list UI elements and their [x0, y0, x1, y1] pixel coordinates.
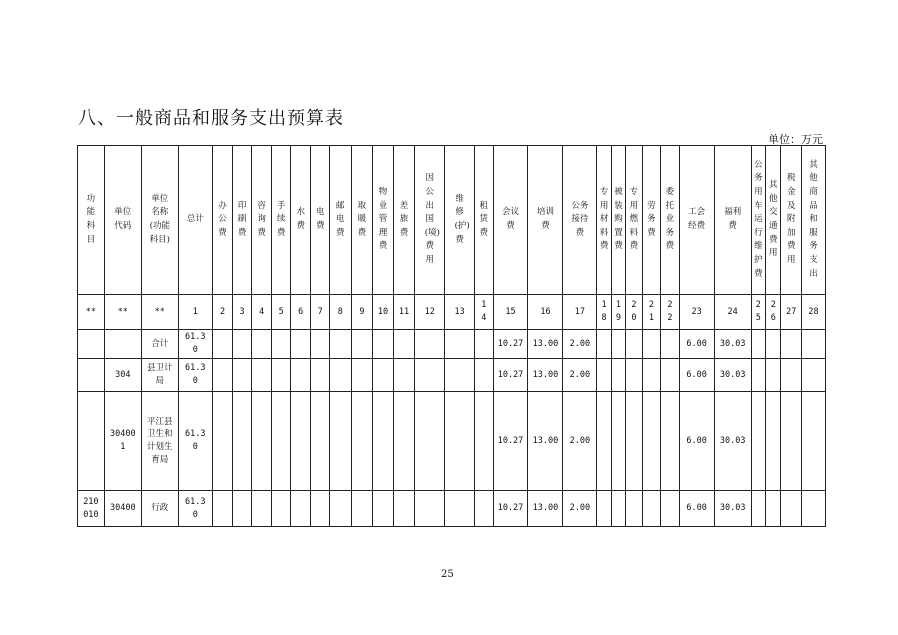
table-cell [563, 330, 597, 359]
table-cell [445, 359, 475, 392]
header-label: 因公出国(境)费用 [424, 173, 440, 265]
cell-value: 7 [317, 306, 323, 317]
table-cell [104, 330, 141, 359]
table-cell [751, 392, 765, 491]
table-cell [493, 330, 528, 359]
cell-value: 13 [454, 306, 465, 317]
table-cell [178, 359, 212, 392]
table-cell [642, 491, 661, 527]
table-cell [311, 392, 330, 491]
table-cell [493, 359, 528, 392]
header-cell [272, 146, 291, 295]
cell-value: 30.03 [719, 369, 746, 380]
cell-value: 23 [691, 306, 702, 317]
header-cell [393, 146, 415, 295]
table-cell [563, 295, 597, 330]
table-cell [251, 330, 272, 359]
index-row [78, 295, 826, 330]
table-cell [233, 392, 252, 491]
header-cell [611, 146, 625, 295]
table-cell [679, 392, 714, 491]
header-label: 印刷费 [237, 200, 247, 238]
header-cell [78, 146, 105, 295]
header-cell [679, 146, 714, 295]
cell-value: 2.00 [569, 369, 591, 380]
table-cell [802, 330, 826, 359]
table-cell [445, 330, 475, 359]
table-cell [78, 491, 105, 527]
header-cell [373, 146, 394, 295]
cell-value: 2.00 [569, 503, 591, 514]
table-cell [714, 491, 751, 527]
table-cell [445, 491, 475, 527]
table-cell [233, 491, 252, 527]
table-cell [415, 491, 445, 527]
table-cell [290, 330, 311, 359]
table-cell [393, 359, 415, 392]
table-cell [611, 359, 625, 392]
table-cell [251, 392, 272, 491]
header-label: 邮电费 [336, 200, 345, 238]
header-label: 被装购置费 [614, 187, 623, 252]
table-cell [178, 330, 212, 359]
table-cell [661, 330, 680, 359]
header-cell [351, 146, 373, 295]
cell-value: 22 [667, 300, 673, 323]
cell-value: 4 [259, 306, 265, 317]
table-cell [679, 330, 714, 359]
table-cell [141, 295, 178, 330]
header-label: 福利费 [724, 207, 742, 231]
table-cell [626, 330, 642, 359]
header-label: 功能科目 [86, 193, 96, 245]
header-cell [330, 146, 352, 295]
table-cell [351, 491, 373, 527]
table-cell [528, 359, 563, 392]
cell-value: 27 [786, 306, 797, 317]
cell-value: 304001 [109, 429, 136, 452]
table-cell [415, 392, 445, 491]
cell-value: 12 [424, 306, 435, 317]
cell-value: 17 [574, 306, 586, 317]
table-cell [330, 491, 352, 527]
header-label: 单位代码 [114, 207, 132, 231]
cell-value: 2.00 [569, 338, 591, 349]
header-label: 培训费 [536, 207, 554, 231]
cell-value: 30.03 [719, 503, 746, 514]
cell-value: 2 [219, 306, 226, 317]
table-row [78, 359, 826, 392]
table-cell [493, 295, 528, 330]
table-cell [373, 392, 394, 491]
table-cell [528, 330, 563, 359]
table-cell [661, 295, 680, 330]
table-cell [393, 392, 415, 491]
table-cell [597, 295, 611, 330]
header-cell [141, 146, 178, 295]
header-cell [104, 146, 141, 295]
cell-value: 16 [540, 306, 551, 317]
cell-value: 24 [727, 306, 738, 317]
header-cell [766, 146, 781, 295]
cell-value: 10.27 [497, 369, 524, 380]
header-label: 租赁费 [479, 200, 488, 238]
table-cell [351, 392, 373, 491]
header-label: 总计 [186, 214, 204, 225]
table-cell [290, 491, 311, 527]
unit-label: 单位：万元 [768, 133, 823, 146]
header-label: 取暖费 [357, 200, 367, 238]
cell-value: 20 [631, 300, 637, 323]
table-cell [626, 392, 642, 491]
header-cell [751, 146, 765, 295]
table-cell [272, 330, 291, 359]
cell-value: 26 [770, 300, 776, 323]
table-cell [642, 359, 661, 392]
table-cell [597, 392, 611, 491]
page-number: 25 [441, 569, 454, 580]
table-cell [611, 491, 625, 527]
header-cell [415, 146, 445, 295]
table-cell [493, 491, 528, 527]
table-cell [475, 491, 494, 527]
header-label: 单位名称(功能科目) [149, 193, 170, 245]
table-row [78, 491, 826, 527]
header-cell [475, 146, 494, 295]
header-label: 委托业务费 [665, 187, 675, 252]
table-cell [802, 491, 826, 527]
cell-value: ** [117, 306, 128, 317]
header-cell [802, 146, 826, 295]
table-cell [493, 392, 528, 491]
table-cell [251, 295, 272, 330]
header-label: 专用材料费 [599, 187, 609, 252]
table-cell [445, 392, 475, 491]
table-cell [751, 359, 765, 392]
header-label: 手续费 [276, 200, 286, 238]
cell-value: 3 [239, 306, 245, 317]
table-cell [233, 295, 252, 330]
header-label: 其他商品和服务支出 [809, 159, 818, 279]
header-cell [178, 146, 212, 295]
table-cell [178, 392, 212, 491]
table-cell [141, 491, 178, 527]
table-cell [642, 295, 661, 330]
header-label: 办公费 [218, 200, 227, 238]
table-cell [251, 359, 272, 392]
table-cell [141, 359, 178, 392]
table-cell [212, 359, 233, 392]
header-label: 劳务费 [647, 200, 656, 238]
table-cell [104, 359, 141, 392]
cell-value: 13.00 [532, 435, 559, 446]
table-cell [290, 392, 311, 491]
table-cell [178, 491, 212, 527]
cell-value: 合计 [151, 338, 169, 349]
table-cell [597, 491, 611, 527]
table-cell [311, 359, 330, 392]
table-cell [751, 330, 765, 359]
table-cell [311, 295, 330, 330]
budget-table [77, 145, 826, 527]
cell-value: 9 [359, 306, 365, 317]
table-cell [104, 392, 141, 491]
table-row [78, 330, 826, 359]
header-cell [642, 146, 661, 295]
header-label: 公务接待费 [571, 200, 589, 238]
table-cell [445, 295, 475, 330]
table-cell [415, 359, 445, 392]
cell-value: 11 [398, 306, 410, 317]
table-cell [766, 392, 781, 491]
cell-value: 6.00 [686, 369, 707, 380]
table-cell [626, 359, 642, 392]
header-label: 工会经费 [688, 207, 706, 231]
cell-value: 10.27 [497, 338, 524, 349]
table-cell [661, 491, 680, 527]
header-cell [233, 146, 252, 295]
table-cell [78, 295, 105, 330]
table-cell [611, 392, 625, 491]
header-label: 税金及附加费用 [787, 173, 796, 265]
header-cell [781, 146, 802, 295]
table-cell [373, 295, 394, 330]
table-cell [311, 491, 330, 527]
table-cell [714, 359, 751, 392]
table-cell [751, 491, 765, 527]
cell-value: 6.00 [686, 503, 707, 514]
table-cell [528, 392, 563, 491]
cell-value: 10.27 [497, 435, 524, 446]
header-cell [563, 146, 597, 295]
table-cell [290, 295, 311, 330]
header-label: 物业管理费 [378, 187, 388, 252]
table-cell [330, 392, 352, 491]
header-cell [597, 146, 611, 295]
header-label: 水费 [296, 207, 305, 231]
cell-value: 14 [481, 300, 487, 323]
header-cell [528, 146, 563, 295]
table-cell [766, 359, 781, 392]
table-cell [330, 359, 352, 392]
table-cell [475, 295, 494, 330]
table-cell [212, 295, 233, 330]
table-cell [528, 491, 563, 527]
table-cell [251, 491, 272, 527]
table-cell [611, 295, 625, 330]
table-cell [781, 295, 802, 330]
header-label: 差旅费 [399, 200, 409, 238]
cell-value: 5 [278, 306, 284, 317]
table-cell [766, 295, 781, 330]
table-cell [78, 392, 105, 491]
header-label: 咨询费 [257, 200, 266, 238]
table-cell [563, 359, 597, 392]
cell-value: 1 [192, 306, 198, 317]
header-label: 公务用车运行维护费 [754, 159, 763, 279]
header-cell [714, 146, 751, 295]
table-cell [642, 392, 661, 491]
table-cell [272, 359, 291, 392]
table-cell [766, 491, 781, 527]
table-cell [679, 491, 714, 527]
table-cell [475, 359, 494, 392]
table-cell [415, 295, 445, 330]
table-cell [351, 330, 373, 359]
cell-value: 61.30 [185, 496, 206, 520]
table-cell [233, 330, 252, 359]
table-cell [393, 491, 415, 527]
table-cell [212, 392, 233, 491]
table-cell [781, 392, 802, 491]
table-body [78, 295, 826, 527]
table-cell [233, 359, 252, 392]
table-row [78, 392, 826, 491]
table-cell [597, 359, 611, 392]
table-cell [141, 330, 178, 359]
header-cell [493, 146, 528, 295]
table-cell [351, 359, 373, 392]
cell-value: 8 [337, 306, 343, 317]
header-cell [290, 146, 311, 295]
table-cell [351, 295, 373, 330]
header-cell [445, 146, 475, 295]
cell-value: 15 [505, 306, 516, 317]
table-cell [330, 330, 352, 359]
table-cell [141, 392, 178, 491]
cell-value: 61.30 [185, 363, 206, 386]
cell-value: 61.30 [185, 429, 206, 452]
header-label: 专用燃料费 [629, 187, 639, 252]
table-cell [272, 491, 291, 527]
table-cell [563, 491, 597, 527]
table-cell [679, 295, 714, 330]
cell-value: 25 [755, 300, 761, 323]
header-label: 会议费 [501, 207, 519, 231]
cell-value: ** [154, 306, 165, 317]
cell-value: ** [85, 306, 96, 317]
cell-value: 13.00 [532, 369, 559, 380]
cell-value: 6 [298, 306, 304, 317]
cell-value: 6.00 [686, 338, 707, 349]
table-cell [714, 392, 751, 491]
cell-value: 10 [377, 306, 389, 317]
table-cell [597, 330, 611, 359]
cell-value: 30.03 [719, 338, 746, 349]
cell-value: 19 [615, 300, 622, 323]
table-cell [802, 392, 826, 491]
cell-value: 21 [648, 300, 654, 323]
table-cell [714, 330, 751, 359]
table-cell [781, 491, 802, 527]
header-cell [251, 146, 272, 295]
cell-value: 304 [115, 369, 131, 380]
table-cell [781, 359, 802, 392]
cell-value: 平江县卫生和计划生育局 [147, 416, 173, 465]
table-cell [373, 330, 394, 359]
cell-value: 10.27 [497, 503, 524, 514]
table-cell [393, 295, 415, 330]
table-cell [802, 359, 826, 392]
table-cell [272, 295, 291, 330]
cell-value: 30400 [109, 503, 136, 514]
table-cell [290, 359, 311, 392]
table-cell [311, 330, 330, 359]
table-cell [661, 392, 680, 491]
table-cell [330, 295, 352, 330]
table-cell [373, 359, 394, 392]
table-cell [178, 295, 212, 330]
table-cell [104, 295, 141, 330]
table-cell [611, 330, 625, 359]
table-cell [714, 295, 751, 330]
table-cell [766, 330, 781, 359]
table-cell [104, 491, 141, 527]
cell-value: 6.00 [686, 435, 707, 446]
table-cell [475, 330, 494, 359]
table-cell [626, 491, 642, 527]
cell-value: 13.00 [532, 503, 559, 514]
cell-value: 行政 [151, 503, 169, 514]
table-cell [415, 330, 445, 359]
cell-value: 2.00 [569, 435, 591, 446]
table-cell [475, 392, 494, 491]
header-row [78, 146, 826, 295]
table-cell [751, 295, 765, 330]
header-label: 其他交通费用 [769, 180, 778, 259]
table-cell [373, 491, 394, 527]
table-cell [78, 330, 105, 359]
table-cell [563, 392, 597, 491]
header-cell [626, 146, 642, 295]
page-title: 八、一般商品和服务支出预算表 [78, 108, 344, 129]
table-cell [78, 359, 105, 392]
table-cell [212, 491, 233, 527]
header-cell [661, 146, 680, 295]
table-cell [802, 295, 826, 330]
table-cell [781, 330, 802, 359]
table-cell [393, 330, 415, 359]
cell-value: 210010 [83, 496, 99, 520]
cell-value: 13.00 [532, 338, 559, 349]
cell-value: 61.30 [185, 332, 206, 355]
header-label: 电费 [315, 207, 325, 231]
header-label: 维修(护)费 [454, 193, 470, 245]
table-cell [528, 295, 563, 330]
table-cell [661, 359, 680, 392]
cell-value: 18 [601, 300, 607, 323]
cell-value: 30.03 [719, 435, 746, 446]
table-cell [626, 295, 642, 330]
table-cell [212, 330, 233, 359]
header-cell [212, 146, 233, 295]
cell-value: 28 [808, 306, 819, 317]
table-cell [642, 330, 661, 359]
table-cell [679, 359, 714, 392]
table-cell [272, 392, 291, 491]
header-cell [311, 146, 330, 295]
cell-value: 县卫计局 [147, 363, 173, 386]
